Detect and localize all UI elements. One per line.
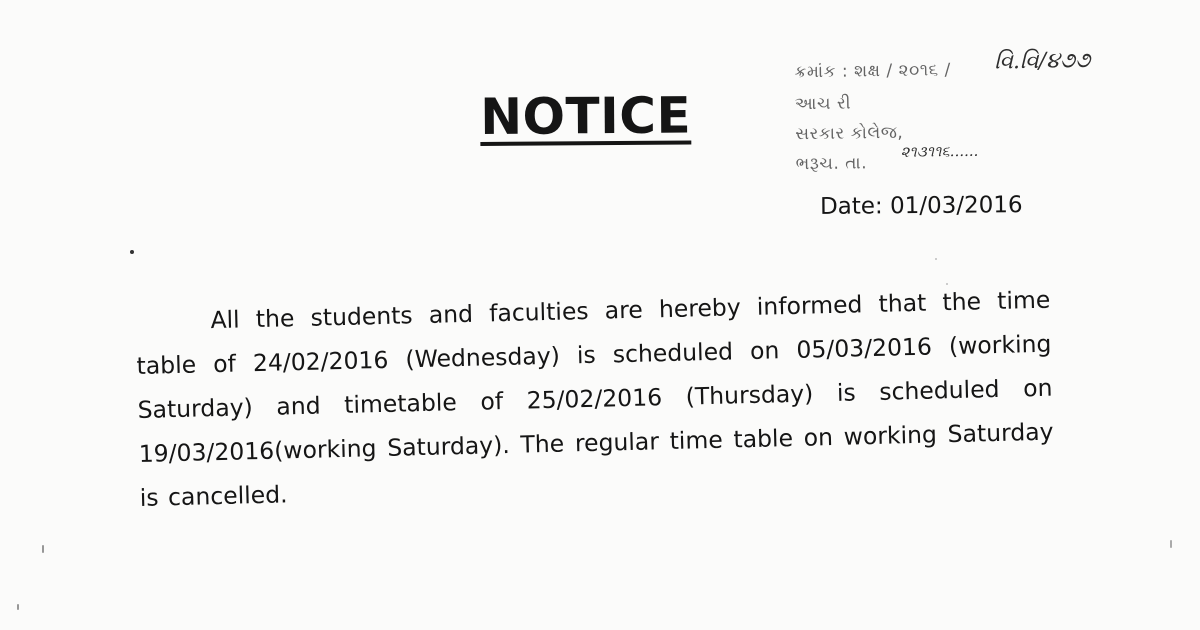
stamp-college-line: સરકાર કોલેજ, — [795, 122, 904, 145]
notice-body: All the students and faculties are hereby informed that the time table of 24/02/2016 (Wednesday) is scheduled on 05/03/2016 (working Saturday) and timetable of 25/02/2016 (Thursday) is scheduled on 19/03/2016(working Saturday). The regular time table on working Saturday is cancelled. — [136, 285, 1054, 512]
scan-speck — [42, 545, 44, 553]
scan-speck — [130, 250, 134, 254]
notice-title: NOTICE — [480, 86, 692, 146]
handwritten-stamp-date: ૨૧૩૧૧૬...... — [900, 141, 979, 161]
scan-speck — [1170, 540, 1172, 548]
stamp-reference-line: ક્રમાંક : શક્ષ / ૨૦૧૬ / — [794, 60, 951, 83]
stamp-office-line: આચ રી — [794, 93, 852, 115]
stamp-date-label: ભરૂચ. તા. — [795, 153, 868, 175]
scan-speck — [17, 604, 19, 610]
scan-speck — [935, 258, 937, 260]
notice-date: Date: 01/03/2016 — [819, 192, 1023, 220]
scan-speck — [946, 283, 948, 285]
handwritten-reference: વિ.વિ/૪૭૭ — [994, 48, 1091, 75]
office-stamp — [794, 46, 1126, 186]
